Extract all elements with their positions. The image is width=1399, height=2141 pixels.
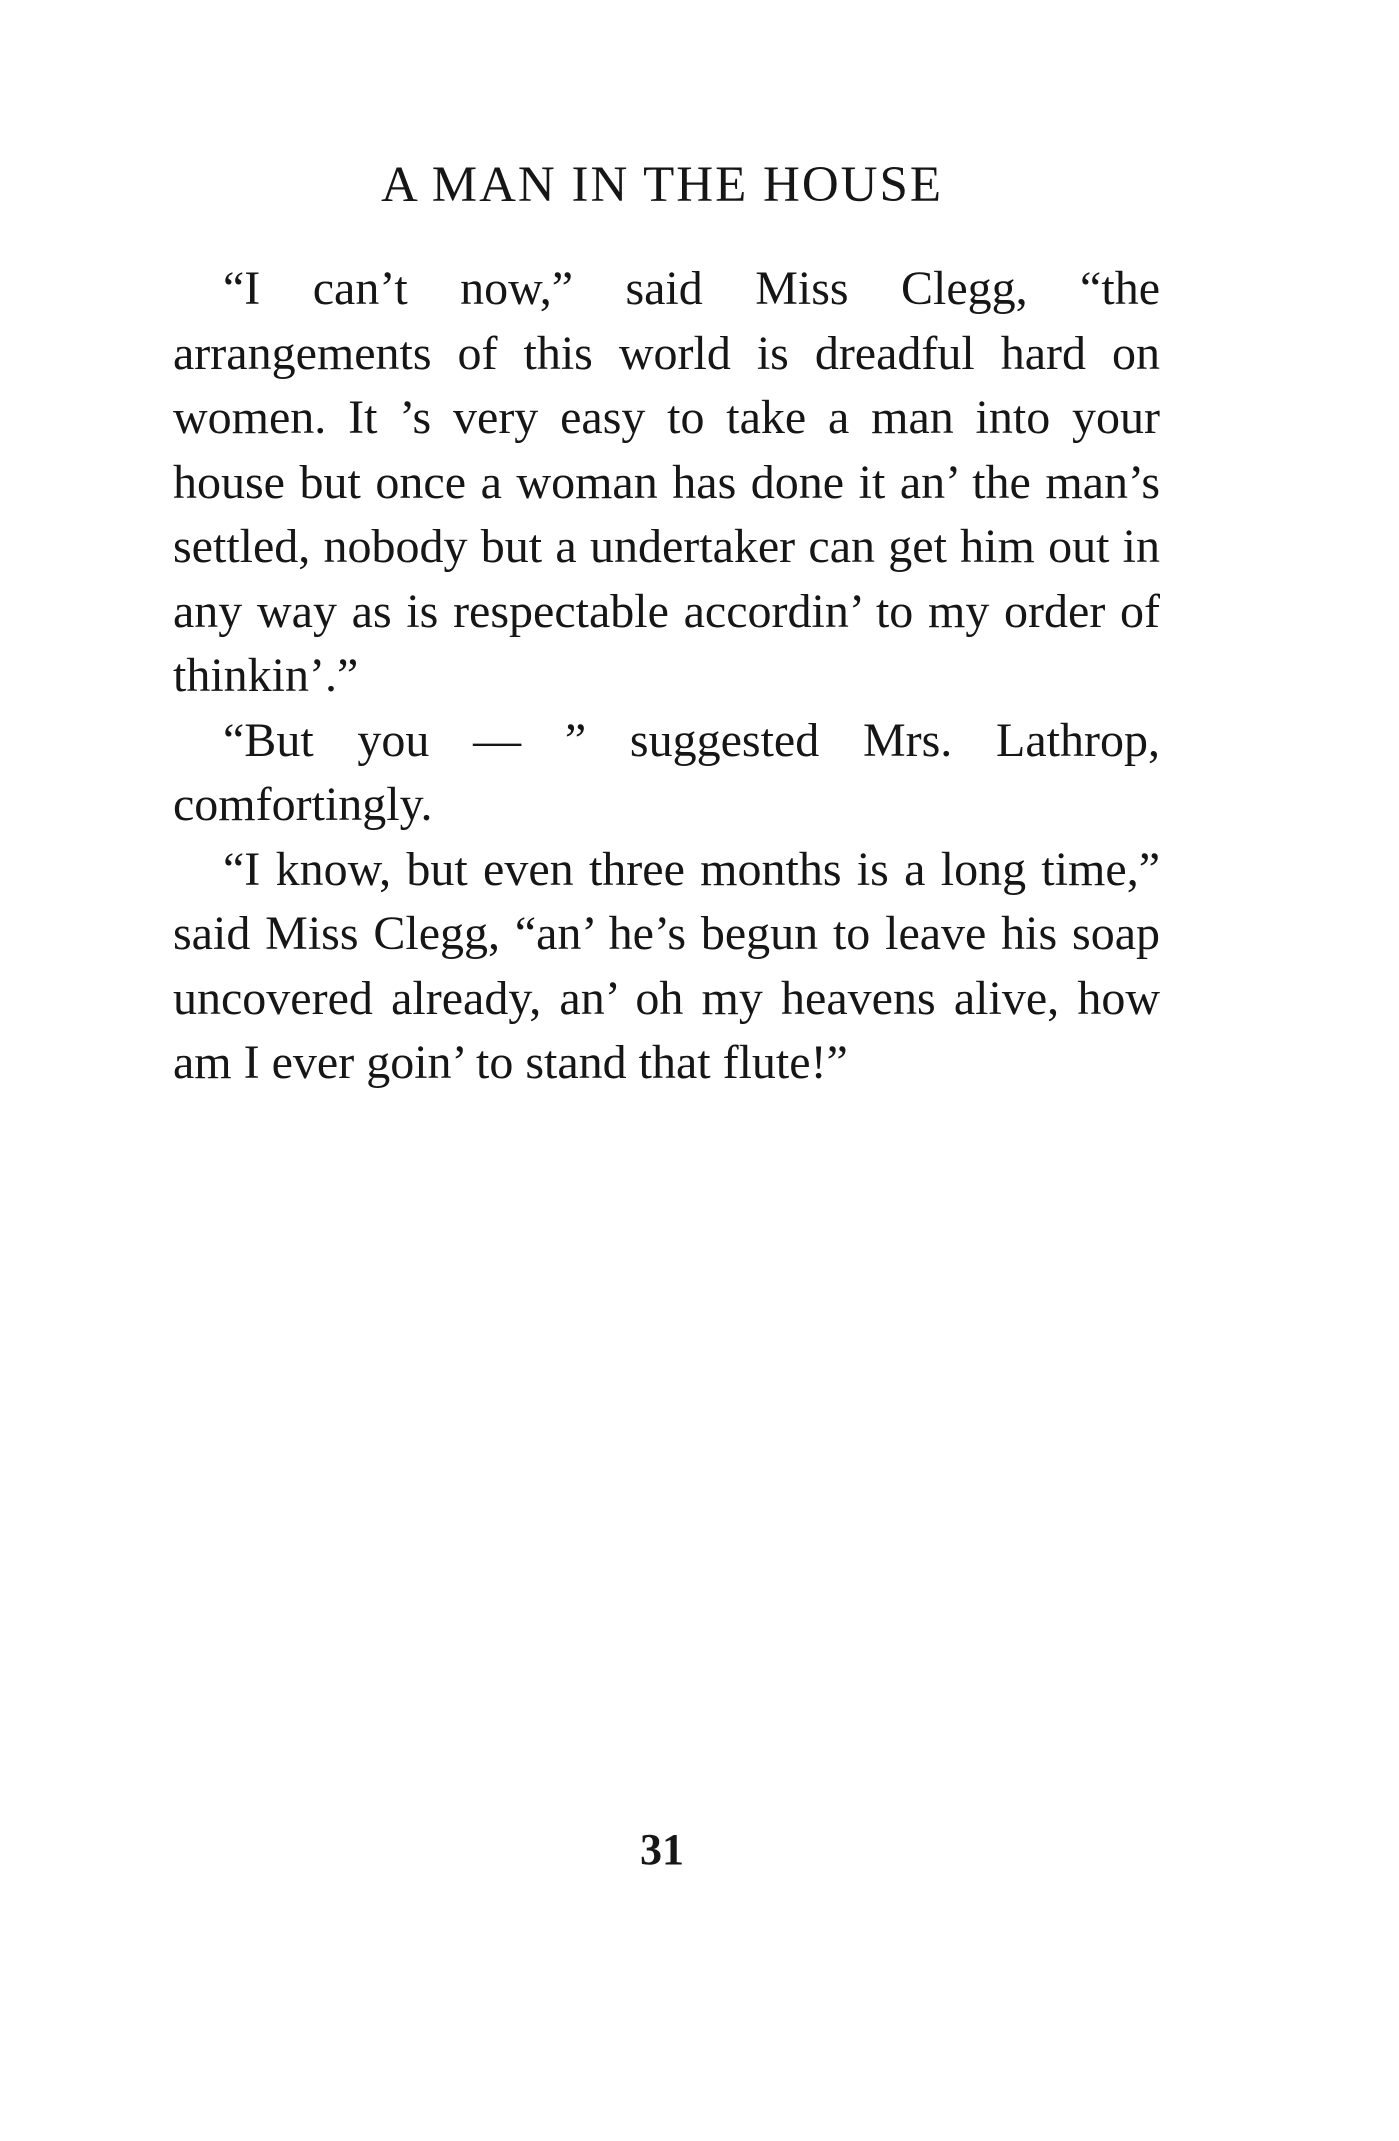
paragraph-1: “I can’t now,” said Miss Clegg, “the arrangements of this world is dreadful hard on women. It ’s very easy to take a man into your house but once a woman has done it an’ the man’s settled, nobody but a undertaker can get him out in any way as is respectable accordin’ to my order of thinkin’.” xyxy=(173,262,1160,702)
page-number: 31 xyxy=(640,1825,684,1874)
paragraph-3: “I know, but even three months is a long time,” said Miss Clegg, “an’ he’s begun to leave his soap uncovered already, an’ oh my heavens alive, how am I ever goin’ to stand that flute!” xyxy=(173,842,1160,1089)
body-text xyxy=(173,257,1160,1096)
running-head: A MAN IN THE HOUSE xyxy=(380,157,944,213)
paragraph-2: “But you — ” suggested Mrs. Lathrop, comfortingly. xyxy=(173,713,1160,831)
